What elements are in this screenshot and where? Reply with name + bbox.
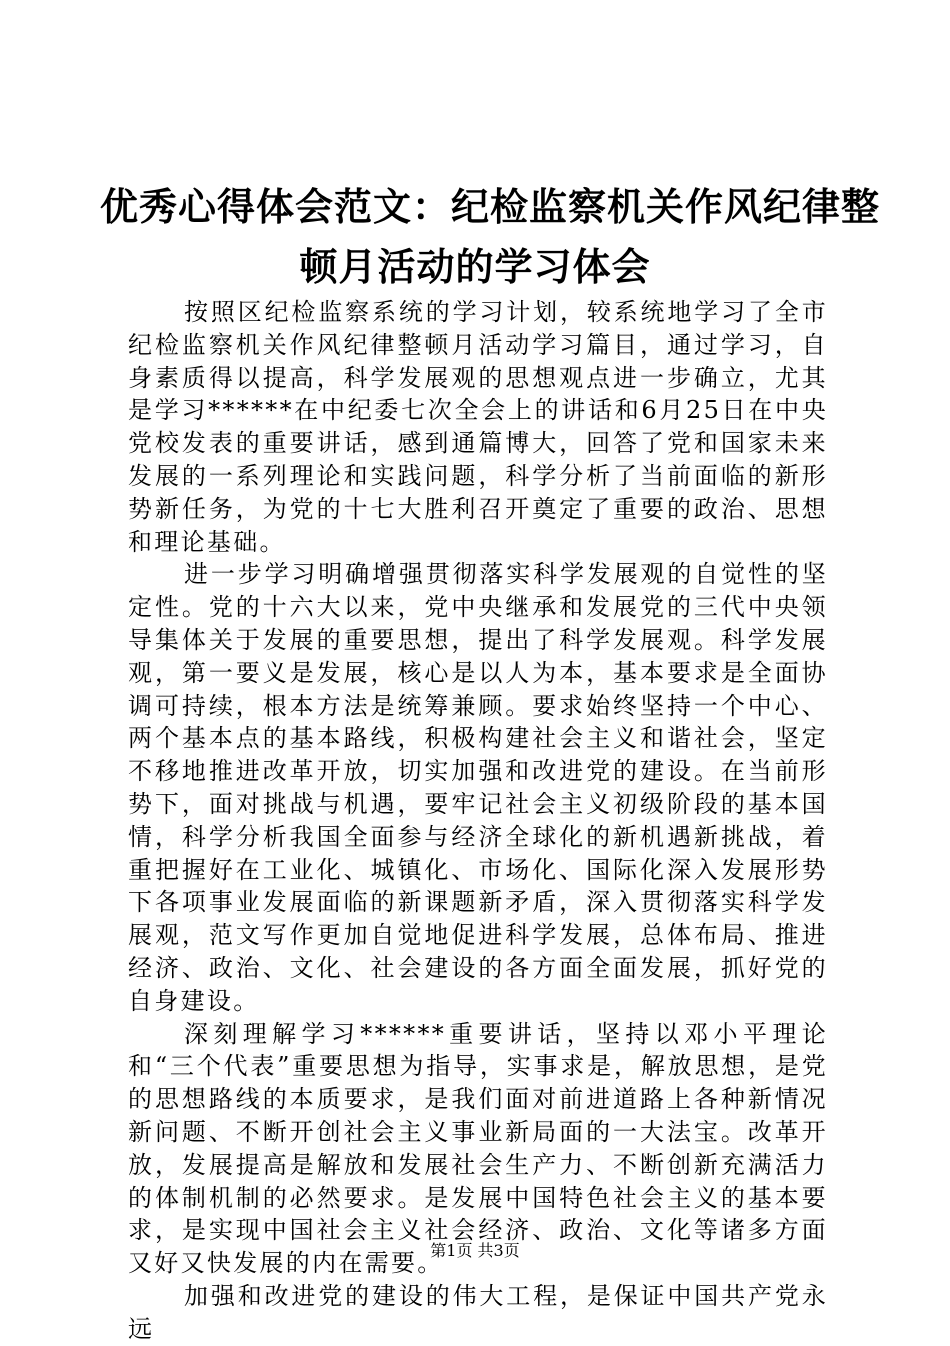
paragraph-2: 进一步学习明确增强贯彻落实科学发展观的自觉性的坚定性。党的十六大以来，党中央继承和发展党的三代中央领导集体关于发展的重要思想，提出了科学发展观。科学发展观，第一要义是发展，核心是以人为本，基本要求是全面协调可持续，根本方法是统筹兼顾。要求始终坚持一个中心、两个基本点的基本路线，积极构建社会主义和谐社会，坚定不移地推进改革开放，切实加强和改进党的建设。在当前形势下，面对挑战与机遇，要牢记社会主义初级阶段的基本国情，科学分析我国全面参与经济全球化的新机遇新挑战，着重把握好在工业化、城镇化、市场化、国际化深入发展形势下各项事业发展面临的新课题新矛盾，深入贯彻落实科学发展观，范文写作更加自觉地促进科学发展，总体布局、推进经济、政治、文化、社会建设的各方面全面发展，抓好党的自身建设。 [128, 560, 828, 1015]
page-indicator: 第1页 共3页 [430, 1241, 520, 1260]
document-body [128, 296, 828, 1346]
document-title-line-1: 优秀心得体会范文：纪检监察机关作风纪律整 [100, 185, 881, 229]
paragraph-3: 深刻理解学习******重要讲话，坚持以邓小平理论和“三个代表”重要思想为指导，实事求是，解放思想，是党的思想路线的本质要求，是我们面对前进道路上各种新情况新问题、不断开创社会主义事业新局面的一大法宝。改革开放，发展提高是解放和发展社会生产力、不断创新充满活力的体制机制的必然要求。是发展中国特色社会主义的基本要求，是实现中国社会主义社会经济、政治、文化等诸多方面又好又快发展的内在需要。 [128, 1019, 828, 1278]
page-footer [0, 1241, 950, 1261]
document-title-line-2: 顿月活动的学习体会 [299, 245, 651, 289]
paragraph-4: 加强和改进党的建设的伟大工程，是保证中国共产党永远 [128, 1281, 828, 1343]
paragraph-1: 按照区纪检监察系统的学习计划，较系统地学习了全市纪检监察机关作风纪律整顿月活动学习篇目，通过学习，自身素质得以提高，科学发展观的思想观点进一步确立，尤其是学习******在中纪委七次全会上的讲话和6月25日在中央党校发表的重要讲话，感到通篇博大，回答了党和国家未来发展的一系列理论和实践问题，科学分析了当前面临的新形势新任务，为党的十七大胜利召开奠定了重要的政治、思想和理论基础。 [128, 298, 828, 556]
